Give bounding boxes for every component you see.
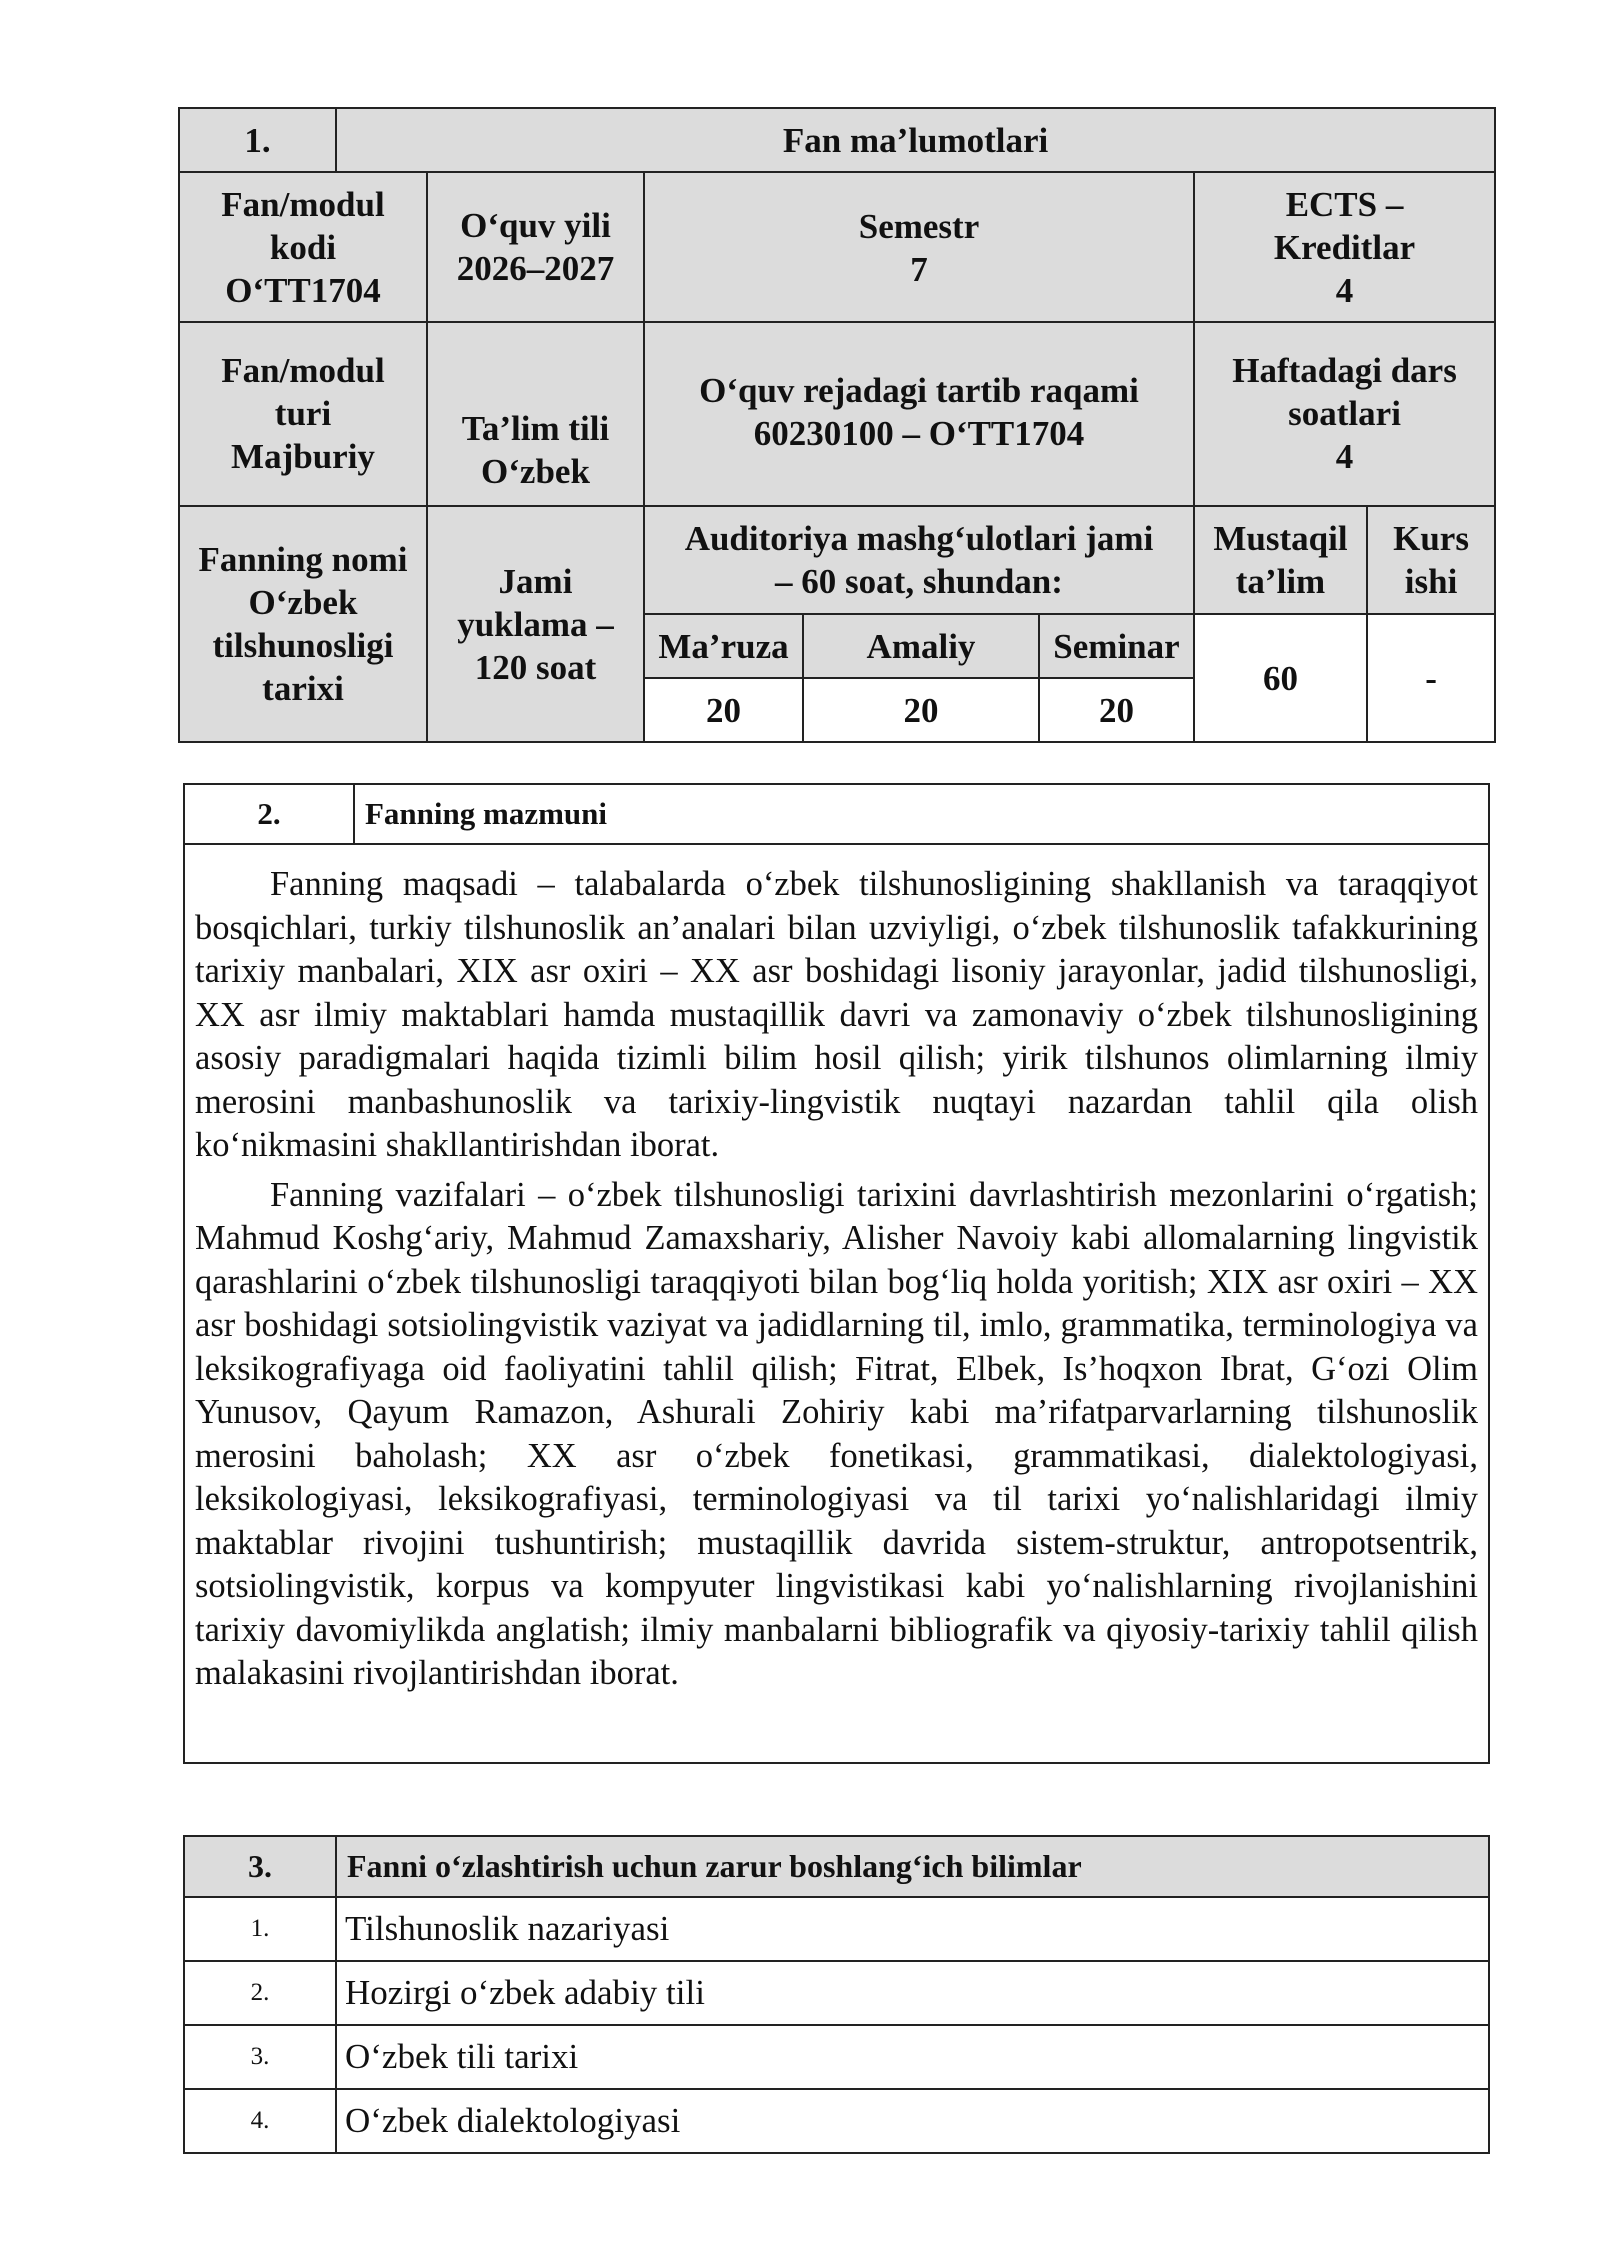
language-value: O‘zbek [481, 452, 590, 491]
total-load-cell: Jami yuklama – 120 soat [427, 506, 644, 742]
module-code-cell: Fan/modul kodi O‘TT1704 [179, 172, 427, 322]
practical-value: 20 [803, 678, 1039, 742]
item-text: Hozirgi o‘zbek adabiy tili [336, 1961, 1489, 2025]
section-number: 2. [184, 784, 354, 844]
course-goal-paragraph: Fanning maqsadi – talabalarda o‘zbek tilshunosligining shakllanish va taraqqiyot bosqichlari, turkiy tilshunoslik an’analari bilan uzviyligi, o‘zbek tilshunoslik tafakkurining tarixiy manbalari, XIX asr oxiri – XX asr boshidagi lisoniy jarayonlar, jadid tilshunosligi, XX asr ilmiy maktablari hamda mustaqillik davri va zamonaviy o‘zbek tilshunosligining asosiy paradigmalari haqida tizimli bilim hosil qilish; yirik tilshunos olimlarning ilmiy merosini manbashunoslik va tarixiy-lingvistik nuqtayi nazardan tahlil qila olish ko‘nikmasini shakllantirishdan iborat. [195, 865, 1478, 1164]
module-code-value: O‘TT1704 [225, 270, 381, 310]
prerequisites-table [183, 1835, 1490, 2154]
weekly-hours-cell: Haftadagi dars soatlari 4 [1194, 322, 1495, 506]
item-number: 4. [184, 2089, 336, 2153]
course-work-value: - [1367, 614, 1495, 742]
seminar-label: Seminar [1039, 614, 1194, 678]
independent-study-value: 60 [1194, 614, 1367, 742]
ects-cell: ECTS – Kreditlar 4 [1194, 172, 1495, 322]
course-name-cell: Fanning nomi O‘zbek tilshunosligi tarixi [179, 506, 427, 742]
list-item [184, 1961, 1489, 2025]
item-text: O‘zbek tili tarixi [336, 2025, 1489, 2089]
independent-study-label-cell: Mustaqil ta’lim [1194, 506, 1367, 614]
section-title: Fan ma’lumotlari [336, 108, 1495, 172]
course-info-table [178, 107, 1496, 743]
item-number: 1. [184, 1897, 336, 1961]
academic-year-cell: O‘quv yili 2026–2027 [427, 172, 644, 322]
course-work-label-cell: Kurs ishi [1367, 506, 1495, 614]
semester-cell: Semestr 7 [644, 172, 1194, 322]
seminar-value: 20 [1039, 678, 1194, 742]
course-name-value: O‘zbek [248, 583, 358, 622]
list-item [184, 1897, 1489, 1961]
section-number: 1. [179, 108, 336, 172]
plan-number-cell: O‘quv rejadagi tartib raqami 60230100 – O‘TT1704 [644, 322, 1194, 506]
course-content-body [184, 844, 1489, 1763]
lecture-label: Ma’ruza [644, 614, 803, 678]
item-number: 3. [184, 2025, 336, 2089]
weekly-hours-value: 4 [1335, 437, 1354, 476]
item-number: 2. [184, 1961, 336, 2025]
section-title: Fanning mazmuni [354, 784, 1489, 844]
section-title: Fanni o‘zlashtirish uchun zarur boshlang‘ich bilimlar [336, 1836, 1489, 1897]
module-type-value: Majburiy [231, 437, 375, 476]
list-item [184, 2089, 1489, 2153]
module-type-cell: Fan/modul turi Majburiy [179, 322, 427, 506]
language-cell: Ta’lim tili O‘zbek [427, 322, 644, 506]
list-item [184, 2025, 1489, 2089]
academic-year-value: 2026–2027 [456, 249, 615, 288]
ects-value: 4 [1335, 270, 1354, 310]
auditorium-hours-cell: Auditoriya mashg‘ulotlari jami – 60 soat, shundan: [644, 506, 1194, 614]
item-text: Tilshunoslik nazariyasi [336, 1897, 1489, 1961]
course-content-table [183, 783, 1490, 1764]
plan-number-value: 60230100 – O‘TT1704 [753, 414, 1085, 453]
practical-label: Amaliy [803, 614, 1039, 678]
lecture-value: 20 [644, 678, 803, 742]
course-tasks-paragraph: Fanning vazifalari – o‘zbek tilshunosligi tarixini davrlashtirish mezonlarini o‘rgatish; Mahmud Koshg‘ariy, Mahmud Zamaxshariy, Alisher Navoiy kabi allomalarning lingvistik qarashlarini o‘zbek tilshunosligi taraqqiyoti bilan bog‘liq holda yoritish; XIX asr oxiri – XX asr boshidagi sotsiolingvistik vaziyat va jadidlarning til, imlo, grammatika, terminologiya va leksikografiyaga oid faoliyatini tahlil qilish; Fitrat, Elbek, Is’hoqxon Ibrat, G‘ozi Olim Yunusov, Qayum Ramazon, Ashurali Zohiriy kabi ma’rifatparvarlarning tilshunoslik merosini baholash; XX asr o‘zbek fonetikasi, grammatikasi, dialektologiyasi, leksikologiyasi, leksikografiyasi, terminologiyasi va til tarixi yo‘nalishlaridagi ilmiy maktablar rivojini tushuntirish; mustaqillik davrida sistem-struktur, antropotsentrik, sotsiolingvistik, korpus va kompyuter lingvistikasi kabi yo‘nalishlarning rivojlanishini tarixiy davomiylikda anglatish; ilmiy manbalarni bibliografik va qiyosiy-tarixiy tahlil qilish malakasini rivojlantirishdan iborat. [195, 1175, 1478, 1692]
section-number: 3. [184, 1836, 336, 1897]
item-text: O‘zbek dialektologiyasi [336, 2089, 1489, 2153]
semester-value: 7 [910, 250, 928, 289]
